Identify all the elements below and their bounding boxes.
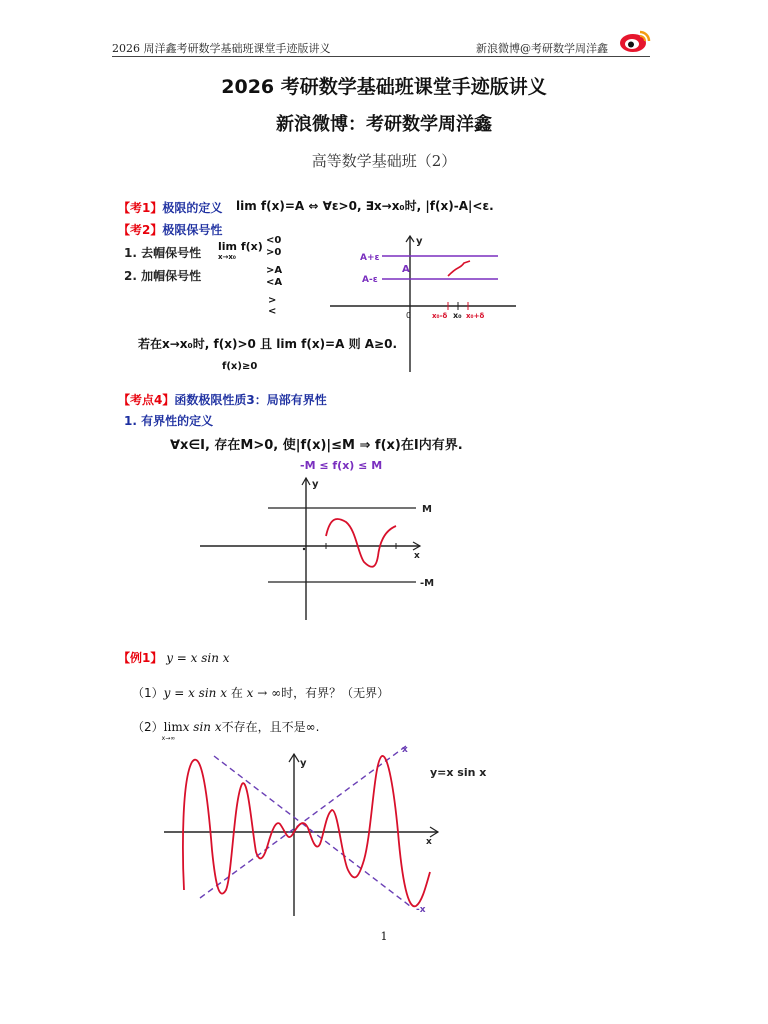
sec2-x0-plus-label: x₀+δ	[466, 312, 485, 320]
q2-lim-sub: x→∞	[161, 735, 176, 742]
q1-mid: 在	[227, 686, 247, 700]
sec4-neg-m-label: -M	[420, 578, 435, 589]
sec2-rel1: <0	[266, 235, 282, 246]
sec1-name: 极限的定义	[162, 201, 223, 215]
sec2-rel6: <	[268, 306, 277, 317]
xsinx-graph	[160, 740, 490, 920]
sec2-x0-minus-label: x₀-δ	[432, 312, 448, 320]
sec2-item2: 2. 加帽保号性	[124, 269, 202, 283]
curve-segment	[448, 261, 470, 276]
q2-post: 不存在，且不是	[221, 720, 306, 734]
page-number: 1	[380, 930, 388, 943]
example-line-bottom-label: -x	[416, 905, 426, 915]
example-x-label: x	[426, 837, 432, 847]
sign-preserving-graph	[320, 232, 520, 374]
header-left: 2026 周洋鑫考研数学基础班课堂手迹版讲义	[112, 42, 331, 55]
sec2-lim: lim f(x)	[218, 240, 263, 253]
example-line-top-label: x	[402, 745, 408, 755]
example-curve-label: y=x sin x	[430, 766, 487, 779]
sec2-conclusion: 若在x→x₀时, f(x)>0 且 lim f(x)=A 则 A≥0.	[138, 337, 398, 351]
sec4-sub: 1. 有界性的定义	[124, 414, 214, 428]
example-tag: 【例1】	[118, 651, 163, 665]
example-y-label: y	[300, 758, 307, 769]
sec4-purple: -M ≤ f(x) ≤ M	[300, 459, 383, 472]
weibo-logo-icon	[618, 26, 652, 54]
page-subtitle: 新浪微博：考研数学周洋鑫	[276, 114, 492, 135]
course-title: 高等数学基础班（2）	[311, 152, 457, 170]
sec2-y-label: y	[416, 236, 423, 247]
sec4-tag: 【考点4】	[118, 393, 175, 407]
page-title: 2026 考研数学基础班课堂手迹版讲义	[221, 76, 547, 98]
sec2-a-label: A	[402, 264, 410, 275]
header-right: 新浪微博@考研数学周洋鑫	[476, 42, 608, 55]
header-rule	[112, 56, 650, 57]
bounded-curve	[326, 519, 396, 567]
sec4-y-label: y	[312, 479, 319, 490]
sec2-a-plus-label: A+ε	[360, 253, 380, 263]
example-q1	[132, 684, 389, 701]
boundedness-graph	[196, 474, 446, 624]
sec2-origin-label: 0	[406, 311, 412, 320]
q2-math: x sin x	[182, 720, 222, 734]
sec4-x-label: x	[414, 551, 420, 561]
sec2-x0-label: x₀	[453, 311, 462, 320]
example-func: y = x sin x	[166, 651, 230, 665]
q2-dot: .	[315, 720, 320, 734]
sec4-m-label: M	[422, 504, 432, 515]
sec2-heading	[118, 221, 222, 238]
sec2-rel2: >0	[266, 247, 282, 258]
sec1-handwriting: lim f(x)=A ⇔ ∀ε>0, ∃x→x₀时, |f(x)-A|<ε.	[236, 199, 494, 213]
q2-lim: lim	[163, 720, 183, 734]
sec2-rel5: >	[268, 295, 277, 306]
sec2-conclusion2: f(x)≥0	[222, 361, 258, 372]
sec2-rel3: >A	[266, 265, 283, 276]
sec4-name: 函数极限性质3：局部有界性	[174, 393, 327, 407]
line-neg-x	[214, 756, 410, 906]
sec2-a-minus-label: A-ε	[362, 275, 378, 285]
sec2-name: 极限保号性	[162, 223, 223, 237]
q1-number: （1）	[132, 686, 164, 700]
sec1-tag: 【考1】	[118, 201, 163, 215]
sec1-heading	[118, 199, 222, 216]
q1-math2: x → ∞	[246, 686, 282, 700]
example-heading	[118, 649, 230, 666]
q2-infinity: ∞	[305, 720, 316, 734]
example-q2	[132, 718, 320, 742]
q1-post: 时，有界？（无界）	[281, 686, 390, 700]
sec2-rel4: <A	[266, 277, 283, 288]
sec2-item1: 1. 去帽保号性	[124, 246, 202, 260]
sec4-heading	[118, 391, 327, 408]
sec2-tag: 【考2】	[118, 223, 163, 237]
sec4-handwriting: ∀x∈I, 存在M>0, 使|f(x)|≤M ⇒ f(x)在I内有界.	[170, 438, 463, 453]
q1-math: y = x sin x	[163, 686, 227, 700]
sec2-lim-sub: x→x₀	[218, 253, 236, 261]
q2-number: （2）	[132, 720, 164, 734]
